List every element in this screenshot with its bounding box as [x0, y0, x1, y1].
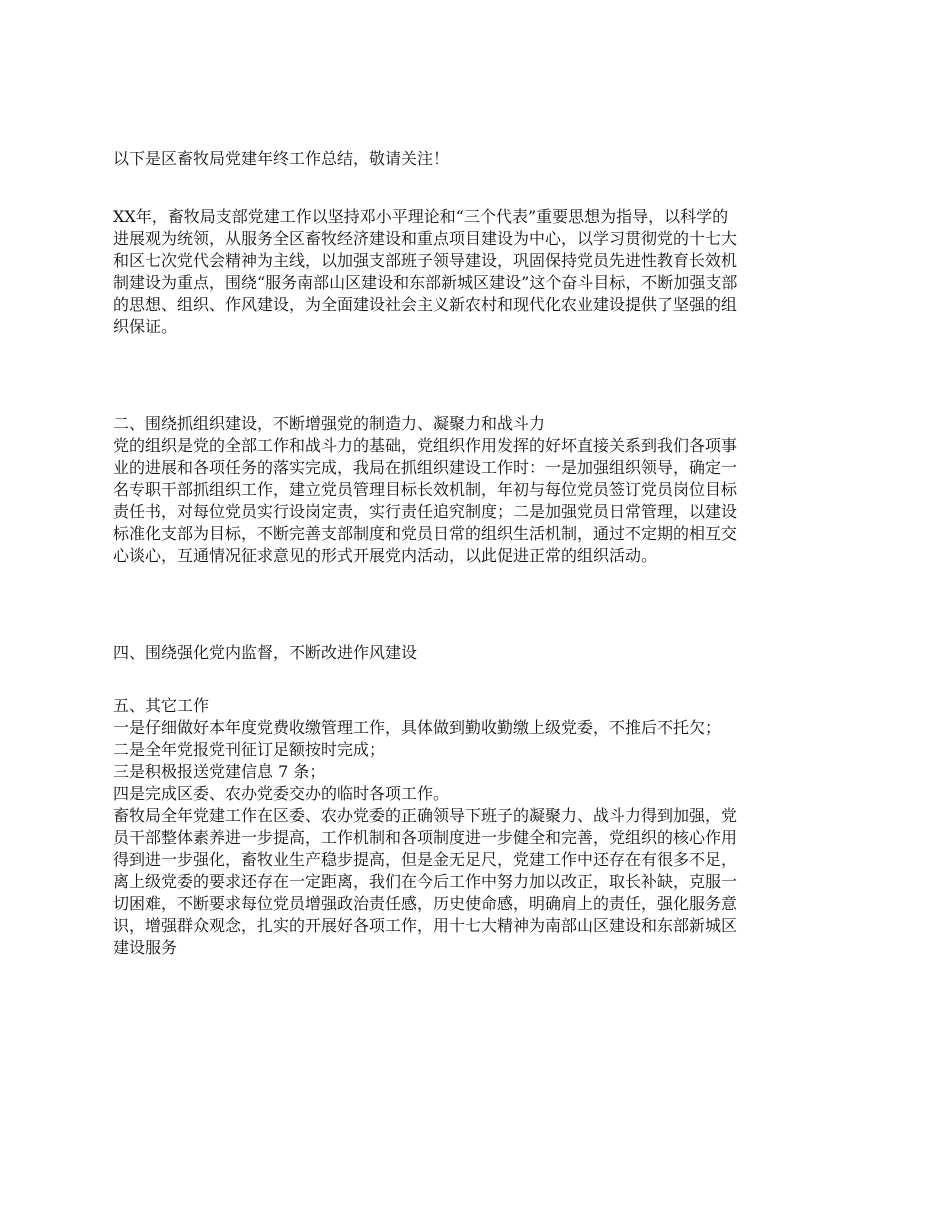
- section-2-line: 标准化支部为目标，不断完善支部制度和党员日常的组织生活机制，通过不定期的相互交: [113, 524, 738, 543]
- section-2-line: 名专职干部抓组织工作，建立党员管理目标长效机制，年初与每位党员签订党员岗位目标: [113, 480, 738, 499]
- spacer: [113, 170, 839, 206]
- conclusion-line: 离上级党委的要求还存在一定距离，我们在今后工作中努力加以改正，取长补缺，克服一: [113, 872, 738, 891]
- paragraph-1-line: 织保证。: [113, 317, 178, 336]
- paragraph-1-line: 进展观为统领，从服务全区畜牧经济建设和重点项目建设为中心，以学习贯彻党的十七大: [113, 229, 738, 248]
- conclusion-line: 建设服务: [113, 938, 178, 957]
- spacer: [113, 664, 839, 695]
- section-2-line: 党的组织是党的全部工作和战斗力的基础，党组织作用发挥的好坏直接关系到我们各项事: [113, 436, 738, 455]
- spacer: [113, 567, 839, 642]
- conclusion-line: 员干部整体素养进一步提高，工作机制和各项制度进一步健全和完善，党组织的核心作用: [113, 828, 738, 847]
- intro-text: 以下是区畜牧局党建年终工作总结，敬请关注！: [113, 149, 450, 168]
- section-2-line: 业的进展和各项任务的落实完成，我局在抓组织建设工作时：一是加强组织领导，确定一: [113, 458, 738, 477]
- section-2-body: [113, 435, 839, 567]
- list-item: 四是完成区委、农办党委交办的临时各项工作。: [113, 784, 450, 803]
- paragraph-1-line: XX年，畜牧局支部党建工作以坚持邓小平理论和“三个代表”重要思想为指导，以科学的: [113, 207, 729, 226]
- paragraph-1-line: 制建设为重点，围绕“服务南部山区建设和东部新城区建设”这个奋斗目标，不断加强支部: [113, 273, 738, 292]
- conclusion-line: 切困难，不断要求每位党员增强政治责任感，历史使命感，明确肩上的责任，强化服务意: [113, 894, 738, 913]
- section-2-heading: 二、围绕抓组织建设，不断增强党的制造力、凝聚力和战斗力: [113, 414, 546, 433]
- paragraph-1-line: 和区七次党代会精神为主线，以加强支部班子领导建设，巩固保持党员先进性教育长效机: [113, 251, 738, 270]
- document-page: [113, 148, 839, 959]
- section-2-line: 责任书，对每位党员实行设岗定责，实行责任追究制度；二是加强党员日常管理，以建设: [113, 502, 738, 521]
- list-item: 二是全年党报党刊征订足额按时完成；: [113, 740, 386, 759]
- conclusion-line: 畜牧局全年党建工作在区委、农办党委的正确领导下班子的凝聚力、战斗力得到加强，党: [113, 806, 738, 825]
- section-2-line: 心谈心，互通情况征求意见的形式开展党内活动，以此促进正常的组织活动。: [113, 546, 658, 565]
- conclusion-line: 得到进一步强化，畜牧业生产稳步提高，但是金无足尺，党建工作中还存在有很多不足，: [113, 850, 738, 869]
- section-5-heading: 五、其它工作: [113, 696, 210, 715]
- conclusion-line: 识，增强群众观念，扎实的开展好各项工作，用十七大精神为南部山区建设和东部新城区: [113, 916, 738, 935]
- conclusion-paragraph: [113, 805, 839, 959]
- spacer: [113, 338, 839, 413]
- section-5-list: [113, 717, 839, 805]
- list-item: 一是仔细做好本年度党费收缴管理工作，具体做到勤收勤缴上级党委，不推后不托欠；: [113, 718, 722, 737]
- list-item: 三是积极报送党建信息 7 条；: [113, 762, 326, 781]
- paragraph-1-line: 的思想、组织、作风建设，为全面建设社会主义新农村和现代化农业建设提供了坚强的组: [113, 295, 738, 314]
- paragraph-1: [113, 206, 839, 338]
- section-4-heading: 四、围绕强化党内监督，不断改进作风建设: [113, 643, 418, 662]
